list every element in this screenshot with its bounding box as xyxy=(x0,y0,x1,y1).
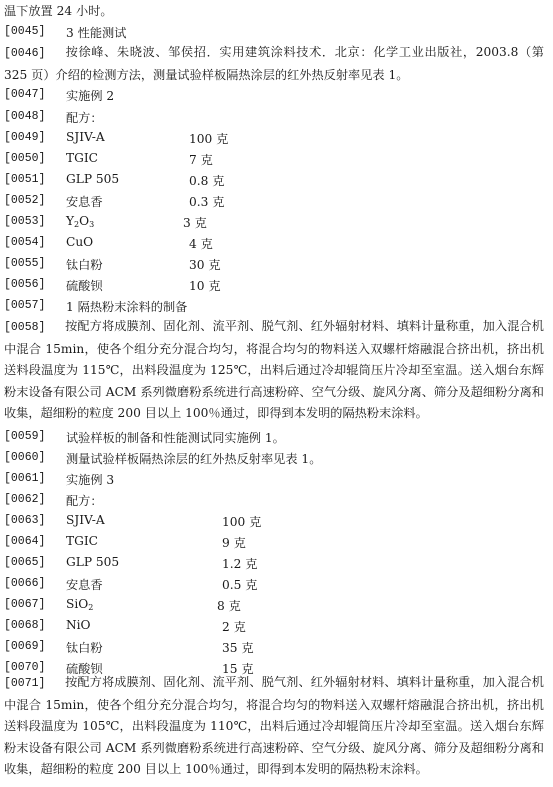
paragraph-0071 xyxy=(4,672,544,781)
paragraph-number: [0063] xyxy=(4,514,46,527)
paragraph-number: [0049] xyxy=(4,131,46,144)
ingredient-name: TGIC xyxy=(66,151,99,165)
ingredient-name: 安息香 xyxy=(66,578,103,592)
paragraph-number: [0058] xyxy=(4,321,46,334)
ingredient-amount: 0.3 克 xyxy=(189,195,225,209)
section-heading: 3 性能测试 xyxy=(66,26,127,40)
ingredient-name: GLP 505 xyxy=(66,172,120,186)
paragraph-number: [0056] xyxy=(4,278,46,291)
paragraph-number: [0066] xyxy=(4,577,46,590)
ingredient-amount: 0.8 克 xyxy=(189,174,225,188)
section-heading: 1 隔热粉末涂料的制备 xyxy=(66,300,188,314)
paragraph-number: [0070] xyxy=(4,661,46,674)
paragraph-number: [0047] xyxy=(4,88,46,101)
ingredient-name: CuO xyxy=(66,235,94,249)
ingredient-name: 硫酸钡 xyxy=(66,662,103,676)
ingredient-amount: 35 克 xyxy=(222,641,254,655)
ingredient-name: 硫酸钡 xyxy=(66,279,103,293)
ingredient-name: 安息香 xyxy=(66,195,103,209)
paragraph-text: 测量试验样板隔热涂层的红外热反射率见表 1。 xyxy=(66,452,322,466)
ingredient-amount: 100 克 xyxy=(222,515,262,529)
ingredient-amount: 30 克 xyxy=(189,258,221,272)
ingredient-amount: 2 克 xyxy=(222,620,246,634)
ingredient-amount: 8 克 xyxy=(217,599,241,613)
paragraph-number: [0062] xyxy=(4,493,46,506)
paragraph-0058 xyxy=(4,316,544,425)
paragraph-number: [0048] xyxy=(4,110,46,123)
ingredient-amount: 15 克 xyxy=(222,662,254,676)
paragraph-number: [0060] xyxy=(4,451,46,464)
ingredient-name: 钛白粉 xyxy=(66,641,103,655)
ingredient-name: TGIC xyxy=(66,534,99,548)
paragraph-number: [0057] xyxy=(4,299,46,312)
paragraph-number: [0055] xyxy=(4,257,46,270)
paragraph-number: [0067] xyxy=(4,598,46,611)
paragraph-number: [0071] xyxy=(4,677,46,690)
paragraph-number: [0052] xyxy=(4,194,46,207)
ingredient-amount: 4 克 xyxy=(189,237,213,251)
paragraph-number: [0068] xyxy=(4,619,46,632)
continuation-line: 温下放置 24 小时。 xyxy=(4,4,113,18)
example-heading: 实施例 2 xyxy=(66,89,115,103)
formula-label: 配方： xyxy=(66,111,103,125)
ingredient-name: $Y_2O_3$ xyxy=(66,214,95,229)
ingredient-amount: 3 克 xyxy=(183,216,207,230)
paragraph-number: [0053] xyxy=(4,215,46,228)
formula-label: 配方： xyxy=(66,494,103,508)
paragraph-number: [0061] xyxy=(4,472,46,485)
paragraph-text: 试验样板的制备和性能测试同实施例 1。 xyxy=(66,431,285,445)
paragraph-number: [0054] xyxy=(4,236,46,249)
paragraph-text: 按徐峰、朱晓波、邹侯招．实用建筑涂料技术．北京：化学工业出版社，2003.8（第 325 页）介绍的检测方法，测量试验样板隔热涂层的红外热反射率见表 1。 xyxy=(4,45,544,82)
paragraph-number: [0064] xyxy=(4,535,46,548)
paragraph-text: 按配方将成膜剂、固化剂、流平剂、脱气剂、红外辐射材料、填料计量称重，加入混合机中混合 15min，使各个组分充分混合均匀，将混合均匀的物料送入双螺杆熔融混合挤出机，挤出机送料段温度为 105℃，出料段温度为 110℃，出料后通过冷却辊筒压片冷却至室温。送入烟台东辉粉末设备有限公司 ACM 系列微磨粉系统进行高速粉碎、空气分级、旋风分离、筛分及超细粉分离和收集，超细粉的粒度 200 目以上 100％通过，即得到本发明的隔热粉末涂料。 xyxy=(4,675,544,777)
ingredient-amount: 100 克 xyxy=(189,132,229,146)
paragraph-0046 xyxy=(4,42,544,86)
ingredient-name: SJIV-A xyxy=(66,513,105,527)
ingredient-amount: 7 克 xyxy=(189,153,213,167)
paragraph-number: [0069] xyxy=(4,640,46,653)
ingredient-name: GLP 505 xyxy=(66,555,120,569)
ingredient-amount: 1.2 克 xyxy=(222,557,258,571)
paragraph-number: [0065] xyxy=(4,556,46,569)
ingredient-name: 钛白粉 xyxy=(66,258,103,272)
ingredient-name: SJIV-A xyxy=(66,130,105,144)
paragraph-number: [0045] xyxy=(4,25,46,38)
ingredient-name: NiO xyxy=(66,618,91,632)
example-heading: 实施例 3 xyxy=(66,473,115,487)
ingredient-amount: 10 克 xyxy=(189,279,221,293)
paragraph-number: [0050] xyxy=(4,152,46,165)
paragraph-number: [0046] xyxy=(4,47,46,60)
paragraph-text: 按配方将成膜剂、固化剂、流平剂、脱气剂、红外辐射材料、填料计量称重，加入混合机中混合 15min，使各个组分充分混合均匀，将混合均匀的物料送入双螺杆熔融混合挤出机，挤出机送料段温度为 115℃，出料段温度为 125℃，出料后通过冷却辊筒压片冷却至室温。送入烟台东辉粉末设备有限公司 ACM 系列微磨粉系统进行高速粉碎、空气分级、旋风分离、筛分及超细粉分离和收集，超细粉的粒度 200 目以上 100％通过，即得到本发明的隔热粉末涂料。 xyxy=(4,319,544,421)
ingredient-amount: 9 克 xyxy=(222,536,246,550)
ingredient-name: SiO$_2$ xyxy=(66,597,94,612)
ingredient-amount: 0.5 克 xyxy=(222,578,258,592)
paragraph-number: [0051] xyxy=(4,173,46,186)
paragraph-number: [0059] xyxy=(4,430,46,443)
